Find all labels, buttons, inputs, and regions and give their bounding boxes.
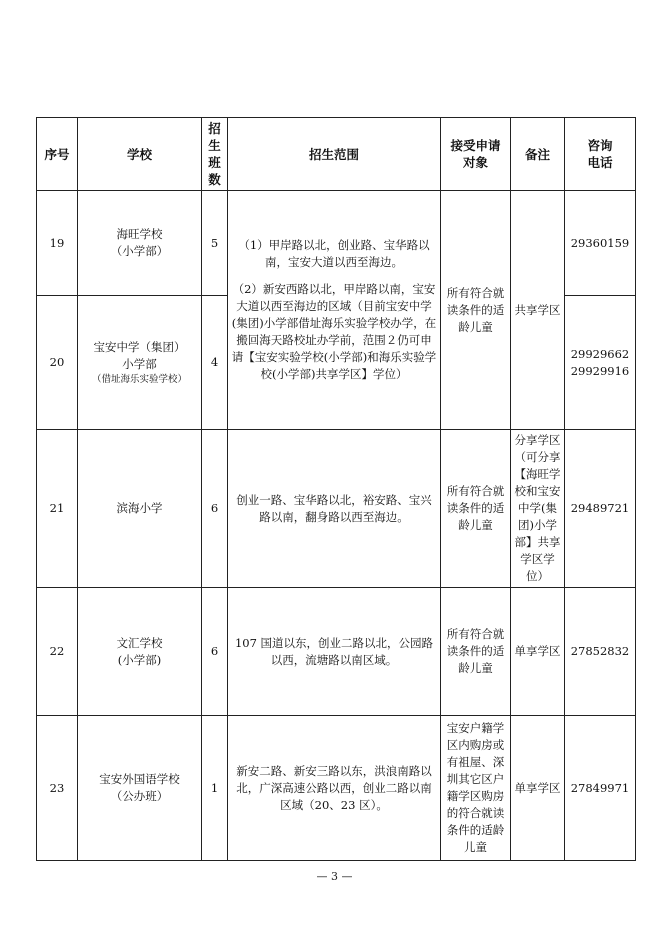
header-classes: 招生 班数 bbox=[202, 118, 228, 191]
row-school: 文汇学校 (小学部) bbox=[78, 588, 202, 716]
enrollment-table bbox=[36, 117, 636, 861]
row-classes: 6 bbox=[202, 588, 228, 716]
row-seq: 20 bbox=[37, 296, 78, 430]
row-phone: 27849971 bbox=[565, 716, 636, 861]
row-target: 所有符合就读条件的适龄儿童 bbox=[441, 588, 511, 716]
row-classes: 4 bbox=[202, 296, 228, 430]
row-target: 所有符合就读条件的适龄儿童 bbox=[441, 430, 511, 588]
row-phone: 27852832 bbox=[565, 588, 636, 716]
table-row bbox=[37, 430, 636, 588]
row-classes: 6 bbox=[202, 430, 228, 588]
row-school: 宝安中学（集团） 小学部 （借址海乐实验学校） bbox=[78, 296, 202, 430]
row-seq: 23 bbox=[37, 716, 78, 861]
row-note: 单享学区 bbox=[511, 716, 565, 861]
row-phone: 29360159 bbox=[565, 191, 636, 296]
row-range: 创业一路、宝华路以北，裕安路、宝兴路以南，翻身路以西至海边。 bbox=[228, 430, 441, 588]
row-note: 分享学区（可分享【海旺学校和宝安中学(集团)小学部】共享学区学位） bbox=[511, 430, 565, 588]
row-seq: 22 bbox=[37, 588, 78, 716]
row-classes: 5 bbox=[202, 191, 228, 296]
header-school: 学校 bbox=[78, 118, 202, 191]
header-phone: 咨询 电话 bbox=[565, 118, 636, 191]
range-part-2: （2）新安西路以北，甲岸路以南，宝安大道以西至海边的区域（目前宝安中学(集团)小学部借址海乐实验学校办学，在搬回海天路校址办学前，范围２仍可申请【宝安实验学校(小学部)和海乐实验学校(小学部)共享学区】学位） bbox=[231, 282, 437, 381]
header-note: 备注 bbox=[511, 118, 565, 191]
row-seq: 21 bbox=[37, 430, 78, 588]
row-range: 107 国道以东，创业二路以北，公园路以西，流塘路以南区域。 bbox=[228, 588, 441, 716]
row-range-merged bbox=[228, 191, 441, 430]
table-row bbox=[37, 716, 636, 861]
header-target: 接受申请 对象 bbox=[441, 118, 511, 191]
header-range: 招生范围 bbox=[228, 118, 441, 191]
row-target-merged: 所有符合就读条件的适龄儿童 bbox=[441, 191, 511, 430]
table-row bbox=[37, 191, 636, 296]
row-note: 单享学区 bbox=[511, 588, 565, 716]
row-phone: 29929662 29929916 bbox=[565, 296, 636, 430]
row-school: 宝安外国语学校 （公办班） bbox=[78, 716, 202, 861]
row-school: 海旺学校 （小学部） bbox=[78, 191, 202, 296]
table-row bbox=[37, 588, 636, 716]
row-seq: 19 bbox=[37, 191, 78, 296]
header-row bbox=[37, 118, 636, 191]
header-seq: 序号 bbox=[37, 118, 78, 191]
row-school: 滨海小学 bbox=[78, 430, 202, 588]
row-phone: 29489721 bbox=[565, 430, 636, 588]
row-range: 新安二路、新安三路以东，洪浪南路以北，广深高速公路以西，创业二路以南区域（20、23 区）。 bbox=[228, 716, 441, 861]
row-classes: 1 bbox=[202, 716, 228, 861]
row-note-merged: 共享学区 bbox=[511, 191, 565, 430]
row-target: 宝安户籍学区内购房或有祖屋、深圳其它区户籍学区购房的符合就读条件的适龄儿童 bbox=[441, 716, 511, 861]
page-number: — 3 — bbox=[316, 870, 353, 883]
range-part-1: （1）甲岸路以北，创业路、宝华路以南，宝安大道以西至海边。 bbox=[238, 238, 430, 269]
